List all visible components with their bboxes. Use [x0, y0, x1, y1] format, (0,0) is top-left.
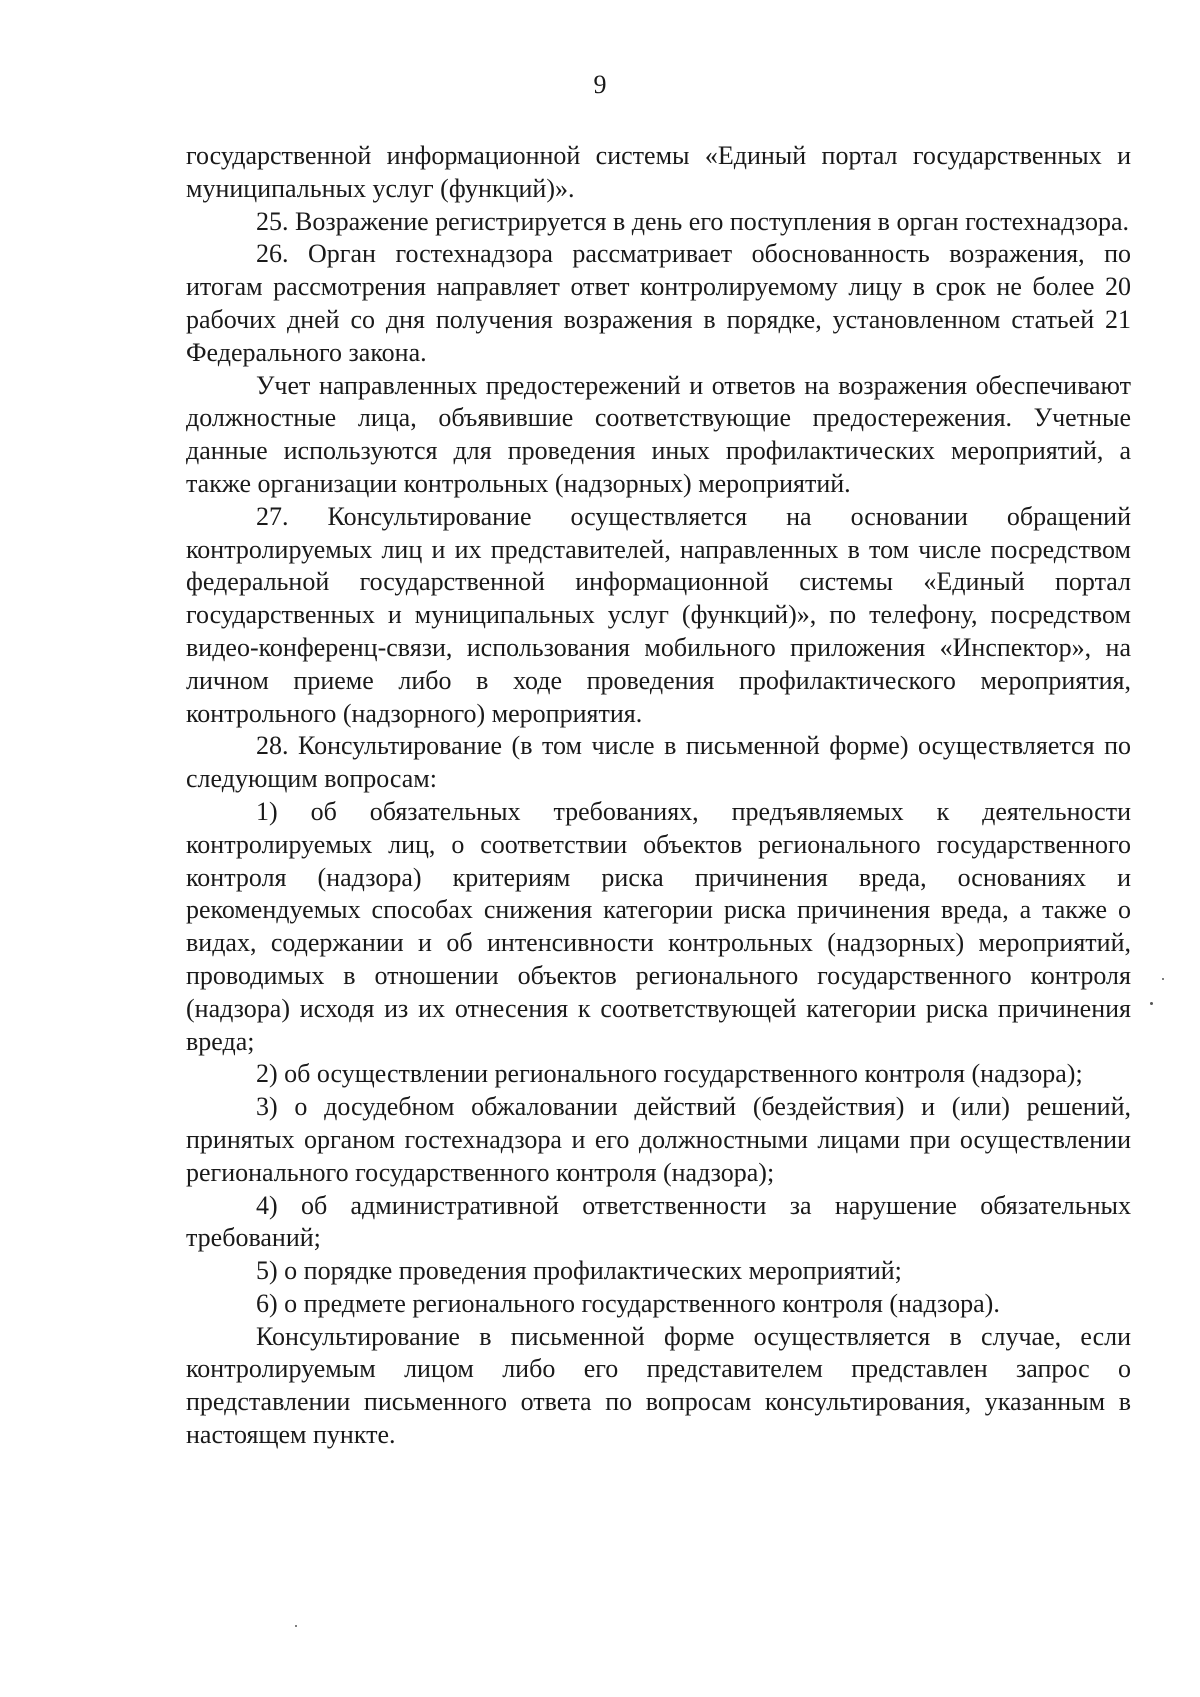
scan-speck [1162, 978, 1164, 980]
paragraph-item-28: 28. Консультирование (в том числе в письменной форме) осуществляется по следующим вопросам: [186, 731, 1131, 794]
list-item-5: 5) о порядке проведения профилактических мероприятий; [256, 1256, 902, 1286]
list-item-1: 1) об обязательных требованиях, предъявляемых к деятельности контролируемых лиц, о соответствии объектов регионального государственного контроля (надзора) критериям риска причинения вреда, основаниях и рекомендуемых способах снижения категории риска причинения вреда, а также о видах, содержании и об интенсивности контрольных (надзорных) мероприятий, проводимых в отношении объектов регионального государственного контроля (надзора) исходя из их отнесения к соответствующей категории риска причинения вреда; [186, 796, 1131, 1056]
paragraph-continuation: государственной информационной системы «Единый портал государственных и муниципальных услуг (функций)». [186, 141, 1131, 203]
list-item-3: 3) о досудебном обжаловании действий (бездействия) и (или) решений, принятых органом гостехнадзора и его должностными лицами при осуществлении регионального государственного контроля (надзора); [186, 1092, 1131, 1187]
list-item-6: 6) о предмете регионального государственного контроля (надзора). [256, 1288, 1000, 1318]
page-number: 9 [593, 70, 607, 99]
list-item-4: 4) об административной ответственности за нарушение обязательных требований; [186, 1190, 1131, 1253]
scan-speck [295, 1625, 297, 1627]
paragraph-item-25: 25. Возражение регистрируется в день его поступления в орган гостехнадзора. [256, 206, 1129, 236]
paragraph-item-27: 27. Консультирование осуществляется на основании обращений контролируемых лиц и их представителей, направленных в том числе посредством федеральной государственной информационной системы «Единый портал государственных и муниципальных услуг (функций)», по телефону, посредством видео-конференц-связи, использования мобильного приложения «Инспектор», на личном приеме либо в ходе проведения профилактического мероприятия, контрольного (надзорного) мероприятия. [186, 501, 1131, 728]
list-item-2: 2) об осуществлении регионального государственного контроля (надзора); [256, 1059, 1083, 1089]
paragraph-record-keeping: Учет направленных предостережений и ответов на возражения обеспечивают должностные лица, объявившие соответствующие предостережения. Учетные данные используются для проведения иных профилактических мероприятий, а также организации контрольных (надзорных) мероприятий. [186, 370, 1131, 498]
paragraph-item-26: 26. Орган гостехнадзора рассматривает обоснованность возражения, по итогам рассмотрения направляет ответ контролируемому лицу в срок не более 20 рабочих дней со дня получения возражения в порядке, установленном статьей 21 Федерального закона. [186, 239, 1131, 367]
paragraph-written-consultation: Консультирование в письменной форме осуществляется в случае, если контролируемым лицом либо его представителем представлен запрос о представлении письменного ответа по вопросам консультирования, указанным в настоящем пункте. [186, 1321, 1131, 1450]
scan-speck [1150, 1002, 1153, 1005]
document-body [186, 140, 1131, 1452]
